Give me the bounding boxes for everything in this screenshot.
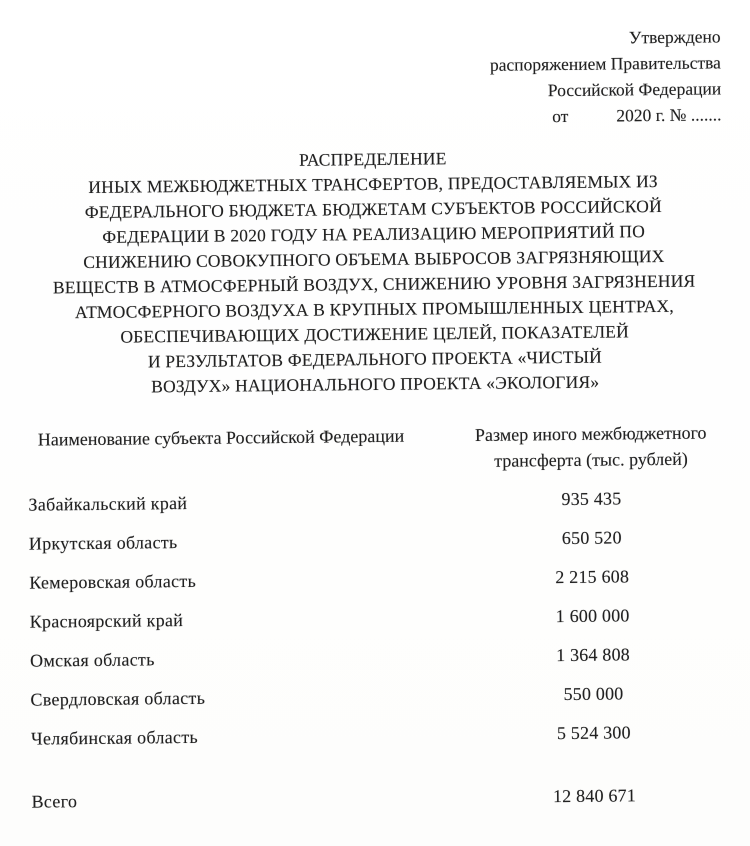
table-header (1, 419, 750, 479)
approval-date-suffix: 2020 г. № ....... (616, 104, 722, 126)
title-line: РАСПРЕДЕЛЕНИЕ (298, 148, 447, 170)
title-line: СНИЖЕНИЮ СОВОКУПНОГО ОБЪЕМА ВЫБРОСОВ ЗАГРЯЗНЯЮЩИХ (83, 245, 665, 273)
table-row (3, 680, 750, 713)
title-line: ФЕДЕРАЦИИ В 2020 ГОДУ НА РЕАЛИЗАЦИЮ МЕРОПРИЯТИЙ ПО (102, 221, 646, 247)
approval-date-blank (568, 121, 616, 122)
table-row (4, 719, 750, 752)
amount-cell: 650 520 (561, 527, 622, 549)
total-label: Всего (31, 791, 78, 812)
title-line: ВОЗДУХ» НАЦИОНАЛЬНОГО ПРОЕКТА «ЭКОЛОГИЯ» (151, 371, 600, 397)
table-row (3, 641, 750, 674)
amount-cell: 935 435 (561, 488, 622, 510)
table-row (3, 602, 750, 635)
title-line: И РЕЗУЛЬТАТОВ ФЕДЕРАЛЬНОГО ПРОЕКТА «ЧИСТЫЙ (147, 346, 603, 372)
approval-line: распоряжением Правительства (489, 52, 721, 75)
title-line: АТМОСФЕРНОГО ВОЗДУХА В КРУПНЫХ ПРОМЫШЛЕННЫХ ЦЕНТРАХ, (74, 295, 675, 323)
subject-cell: Челябинская область (30, 726, 199, 749)
column-header-amount: Размер иного межбюджетного трансферта (тыс. рублей) (474, 422, 707, 471)
subject-cell: Забайкальский край (28, 492, 188, 515)
title-line: ФЕДЕРАЛЬНОГО БЮДЖЕТА БЮДЖЕТАМ СУБЪЕКТОВ РОССИЙСКОЙ (84, 195, 663, 223)
total-row (4, 782, 750, 815)
title-line: ОБЕСПЕЧИВАЮЩИХ ДОСТИЖЕНИЕ ЦЕЛЕЙ, ПОКАЗАТЕЛЕЙ (120, 321, 630, 347)
amount-cell: 2 215 608 (555, 566, 630, 588)
title-line: ИНЫХ МЕЖБЮДЖЕТНЫХ ТРАНСФЕРТОВ, ПРЕДОСТАВЛЯЕМЫХ ИЗ (88, 171, 658, 197)
table-body (1, 485, 750, 752)
table-row (1, 485, 750, 518)
title-line: ВЕЩЕСТВ В АТМОСФЕРНЫЙ ВОЗДУХ, СНИЖЕНИЮ УРОВНЯ ЗАГРЯЗНЕНИЯ (52, 270, 696, 298)
amount-cell: 550 000 (563, 683, 624, 705)
table-row (2, 524, 750, 557)
subject-cell: Омская область (29, 649, 155, 671)
column-header-subject: Наименование субъекта Российской Федерации (37, 425, 405, 450)
amount-cell: 1 364 808 (556, 644, 631, 666)
approval-block (0, 23, 722, 135)
approval-line: Российской Федерации (547, 78, 722, 101)
amount-cell: 1 600 000 (555, 605, 630, 627)
total-amount: 12 840 671 (552, 785, 637, 807)
subject-cell: Красноярский край (29, 610, 184, 632)
table-row (2, 563, 750, 596)
subject-cell: Свердловская область (30, 687, 206, 710)
subject-cell: Кемеровская область (29, 570, 197, 593)
approval-line: Утверждено (628, 26, 721, 48)
approval-date-prefix: от (552, 105, 569, 127)
document-title (0, 143, 750, 401)
amount-cell: 5 524 300 (556, 722, 631, 744)
subject-cell: Иркутская область (28, 532, 178, 554)
